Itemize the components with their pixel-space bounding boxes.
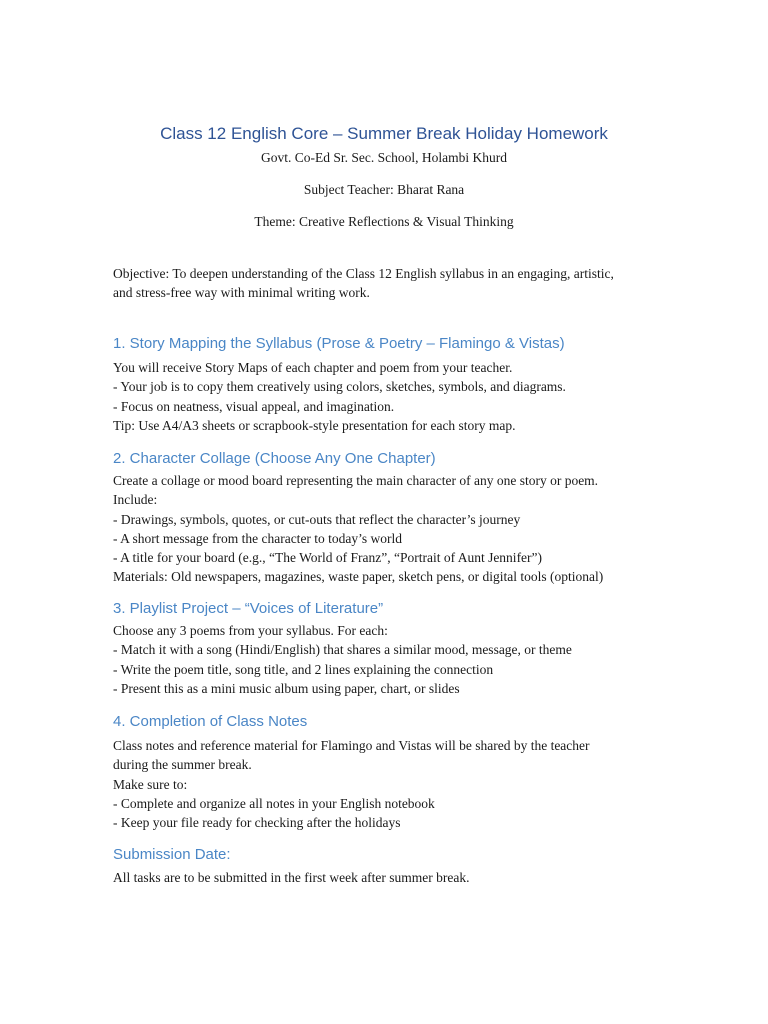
document-title: Class 12 English Core – Summer Break Holiday Homework [160, 124, 608, 143]
section-line: - Write the poem title, song title, and 2 lines explaining the connection [113, 661, 494, 677]
section-body-character-collage [113, 471, 658, 587]
section-line: - Focus on neatness, visual appeal, and imagination. [113, 398, 395, 414]
section-line: Include: [113, 492, 158, 508]
section-line: Tip: Use A4/A3 sheets or scrapbook-style presentation for each story map. [113, 417, 516, 433]
section-line: during the summer break. [113, 757, 252, 773]
section-heading-submission-date: Submission Date: [113, 846, 231, 863]
section-line: Materials: Old newspapers, magazines, waste paper, sketch pens, or digital tools (optional) [113, 569, 604, 585]
objective-paragraph [113, 264, 658, 303]
section-body-submission-date [113, 868, 658, 887]
section-heading-character-collage: 2. Character Collage (Choose Any One Chapter) [113, 450, 436, 467]
section-line: Choose any 3 poems from your syllabus. For each: [113, 623, 388, 638]
school-name: Govt. Co-Ed Sr. Sec. School, Holambi Khurd [261, 150, 507, 165]
section-line: Class notes and reference material for Flamingo and Vistas will be shared by the teacher [113, 738, 590, 753]
section-body-story-mapping [113, 358, 658, 435]
section-heading-story-mapping: 1. Story Mapping the Syllabus (Prose & Poetry – Flamingo & Vistas) [113, 335, 565, 352]
section-heading-playlist-project: 3. Playlist Project – “Voices of Literature” [113, 600, 384, 617]
section-line: Make sure to: [113, 776, 188, 792]
theme-line: Theme: Creative Reflections & Visual Thinking [254, 214, 514, 229]
section-line: - Present this as a mini music album using paper, chart, or slides [113, 680, 460, 696]
section-line: - Match it with a song (Hindi/English) that shares a similar mood, message, or theme [113, 642, 572, 658]
section-line: You will receive Story Maps of each chapter and poem from your teacher. [113, 360, 513, 375]
section-line: All tasks are to be submitted in the first week after summer break. [113, 870, 470, 885]
objective-line: and stress-free way with minimal writing work. [113, 285, 370, 301]
section-line: Create a collage or mood board representing the main character of any one story or poem. [113, 473, 599, 488]
section-line: - Drawings, symbols, quotes, or cut-outs that reflect the character’s journey [113, 511, 521, 527]
section-heading-class-notes: 4. Completion of Class Notes [113, 713, 308, 730]
section-line: - A title for your board (e.g., “The World of Franz”, “Portrait of Aunt Jennifer”) [113, 550, 543, 566]
section-line: - Complete and organize all notes in your English notebook [113, 795, 435, 811]
section-line: - A short message from the character to today’s world [113, 530, 403, 546]
section-line: - Your job is to copy them creatively using colors, sketches, symbols, and diagrams. [113, 379, 566, 395]
objective-line: Objective: To deepen understanding of the Class 12 English syllabus in an engaging, artistic, [113, 266, 614, 281]
section-line: - Keep your file ready for checking after the holidays [113, 815, 401, 831]
subject-teacher: Subject Teacher: Bharat Rana [303, 182, 465, 197]
section-body-class-notes [113, 736, 658, 832]
section-body-playlist-project [113, 621, 658, 698]
